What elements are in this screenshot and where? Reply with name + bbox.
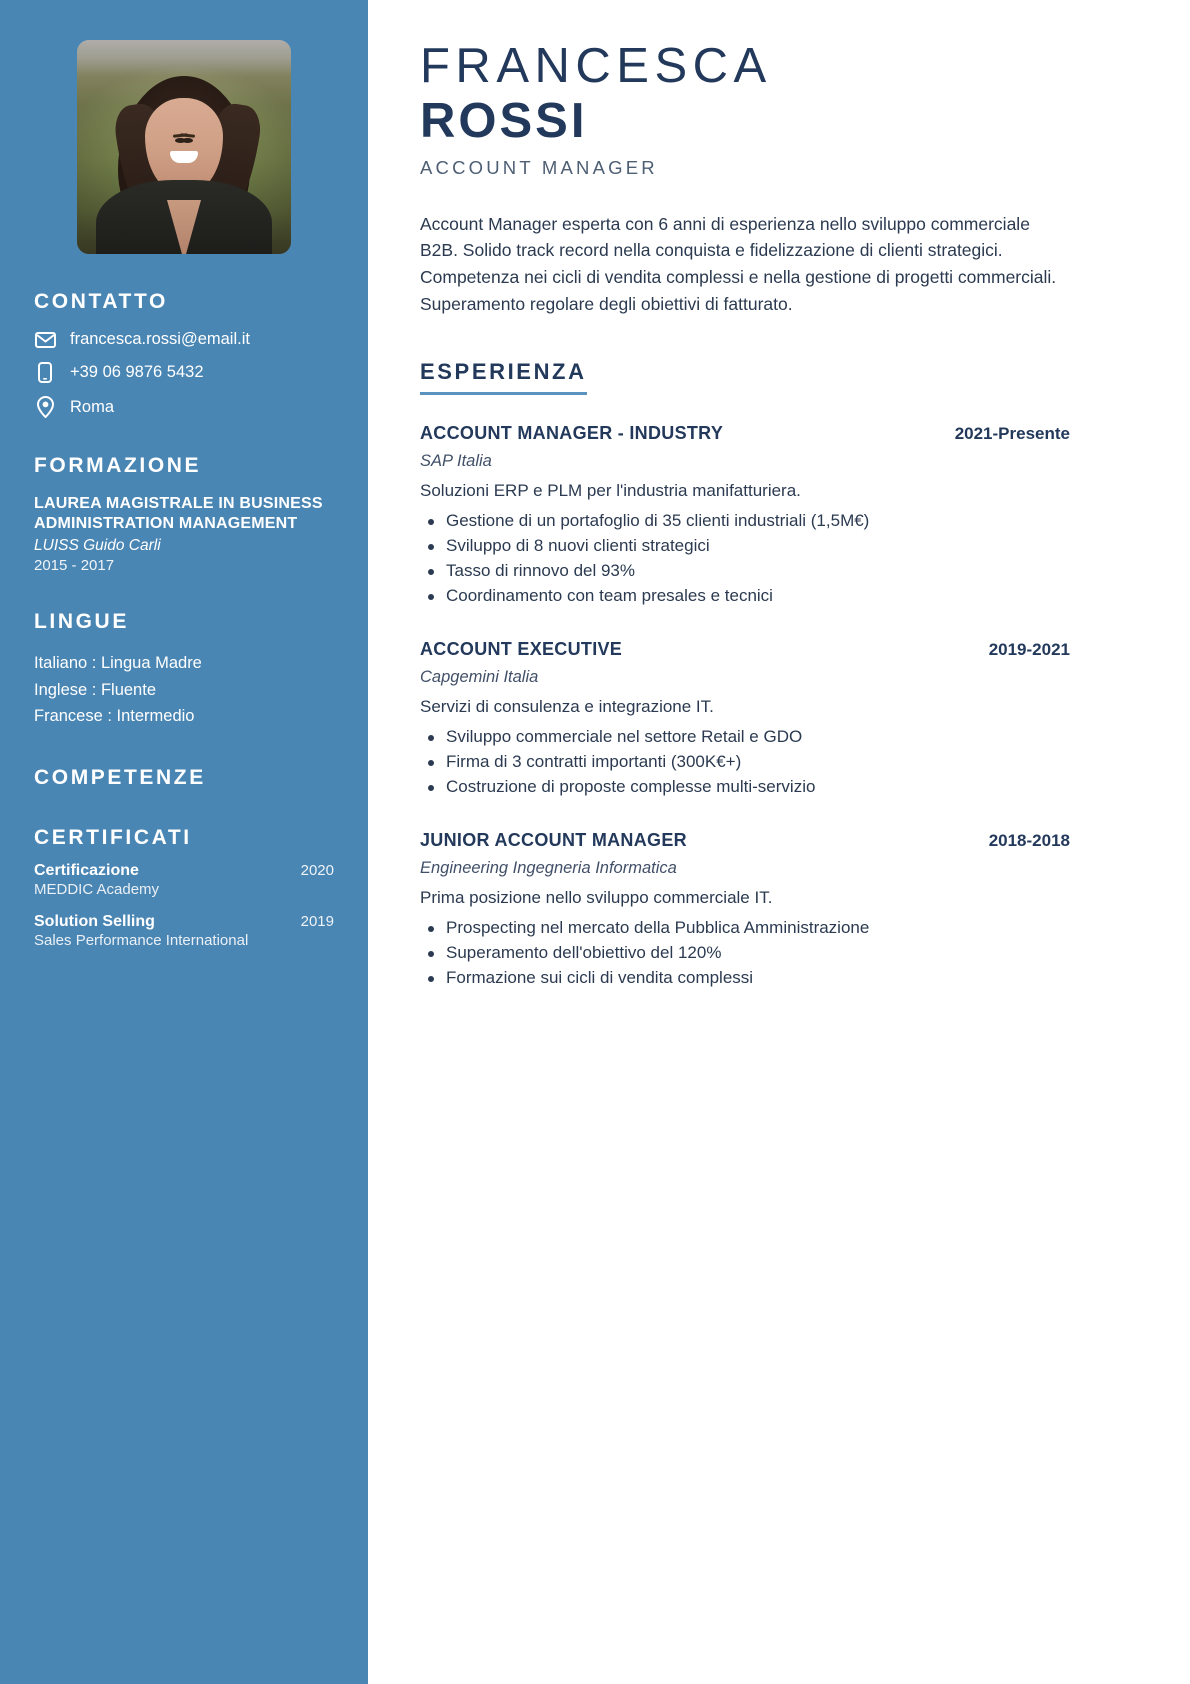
certificate-organization: MEDDIC Academy <box>34 881 160 899</box>
experience-bullet: Tasso di rinnovo del 93% <box>420 559 1070 584</box>
portrait-eye-right <box>182 138 193 143</box>
experience-header <box>420 830 1070 851</box>
experience-bullet: Costruzione di proposte complesse multi-servizio <box>420 775 1070 800</box>
education-degree: LAUREA MAGISTRALE IN BUSINESS ADMINISTRATION MANAGEMENT <box>34 495 323 533</box>
contact-location-row <box>34 396 334 418</box>
profile-summary: Account Manager esperta con 6 anni di esperienza nello sviluppo commerciale B2B. Solido track record nella conquista e fidelizzazione di clienti strategici. Competenza nei cicli di vendita complessi e nella gestione di progetti commerciali. Superamento regolare degli obiettivi di fatturato. <box>420 213 1057 314</box>
certificate-item <box>34 862 334 898</box>
experience-role: ACCOUNT EXECUTIVE <box>420 639 623 660</box>
experience-header <box>420 639 1070 660</box>
skills-heading: COMPETENZE <box>34 766 206 790</box>
experience-description: Soluzioni ERP e PLM per l'industria manifatturiera. <box>420 481 801 501</box>
education-heading: FORMAZIONE <box>34 454 202 477</box>
language-item: Inglese : Fluente <box>34 680 156 699</box>
experience-heading: ESPERIENZA <box>420 359 587 395</box>
sidebar <box>0 0 368 1684</box>
contact-location: Roma <box>70 397 115 416</box>
language-item: Francese : Intermedio <box>34 707 195 726</box>
job-title: ACCOUNT MANAGER <box>420 156 658 178</box>
experience-bullet: Sviluppo di 8 nuovi clienti strategici <box>420 534 1070 559</box>
experience-bullet: Formazione sui cicli di vendita complessi <box>420 966 1070 991</box>
contact-phone: +39 06 9876 5432 <box>70 363 204 381</box>
experience-header <box>420 423 1070 444</box>
certificate-year: 2019 <box>300 913 334 931</box>
last-name: ROSSI <box>420 93 588 148</box>
education-years: 2015 - 2017 <box>34 556 115 574</box>
languages-heading: LINGUE <box>34 609 129 633</box>
experience-bullet: Superamento dell'obiettivo del 120% <box>420 941 1070 966</box>
main-content <box>368 0 1190 1684</box>
language-item: Italiano : Lingua Madre <box>34 653 202 672</box>
profile-photo <box>77 40 291 254</box>
certificates-heading: CERTIFICATI <box>34 826 192 850</box>
first-name: FRANCESCA <box>420 39 772 93</box>
experience-company: SAP Italia <box>420 452 492 471</box>
experience-dates: 2019-2021 <box>988 640 1070 660</box>
contact-email-row <box>34 330 334 349</box>
experience-bullet: Gestione di un portafoglio di 35 clienti industriali (1,5M€) <box>420 509 1070 534</box>
experience-bullet: Prospecting nel mercato della Pubblica Amministrazione <box>420 916 1070 941</box>
experience-item <box>420 639 1070 800</box>
experience-description: Prima posizione nello sviluppo commerciale IT. <box>420 888 773 908</box>
experience-description: Servizi di consulenza e integrazione IT. <box>420 697 714 717</box>
experience-role: JUNIOR ACCOUNT MANAGER <box>420 830 687 851</box>
experience-role: ACCOUNT MANAGER - INDUSTRY <box>420 423 724 444</box>
experience-dates: 2021-Presente <box>954 424 1070 444</box>
experience-bullets <box>420 509 1070 609</box>
experience-item <box>420 423 1070 609</box>
experience-company: Capgemini Italia <box>420 668 539 687</box>
experience-bullets <box>420 725 1070 800</box>
experience-item <box>420 830 1070 991</box>
experience-bullet: Firma di 3 contratti importanti (300K€+) <box>420 750 1070 775</box>
envelope-icon <box>34 332 56 348</box>
contact-email: francesca.rossi@email.it <box>70 330 250 348</box>
education-item <box>34 494 334 574</box>
phone-icon <box>34 362 56 383</box>
contact-heading: CONTATTO <box>34 290 168 313</box>
location-pin-icon <box>34 396 56 418</box>
experience-dates: 2018-2018 <box>988 831 1070 851</box>
certificate-organization: Sales Performance International <box>34 932 249 950</box>
experience-bullet: Sviluppo commerciale nel settore Retail e GDO <box>420 725 1070 750</box>
experience-bullet: Coordinamento con team presales e tecnici <box>420 584 1070 609</box>
certificate-year: 2020 <box>300 862 334 880</box>
education-school: LUISS Guido Carli <box>34 536 161 554</box>
portrait-image <box>77 40 291 254</box>
certificate-name: Certificazione <box>34 862 139 880</box>
certificate-name: Solution Selling <box>34 913 155 931</box>
contact-phone-row <box>34 362 334 383</box>
certificate-item <box>34 913 334 949</box>
experience-company: Engineering Ingegneria Informatica <box>420 859 677 878</box>
experience-bullets <box>420 916 1070 991</box>
portrait-smile <box>170 151 198 163</box>
